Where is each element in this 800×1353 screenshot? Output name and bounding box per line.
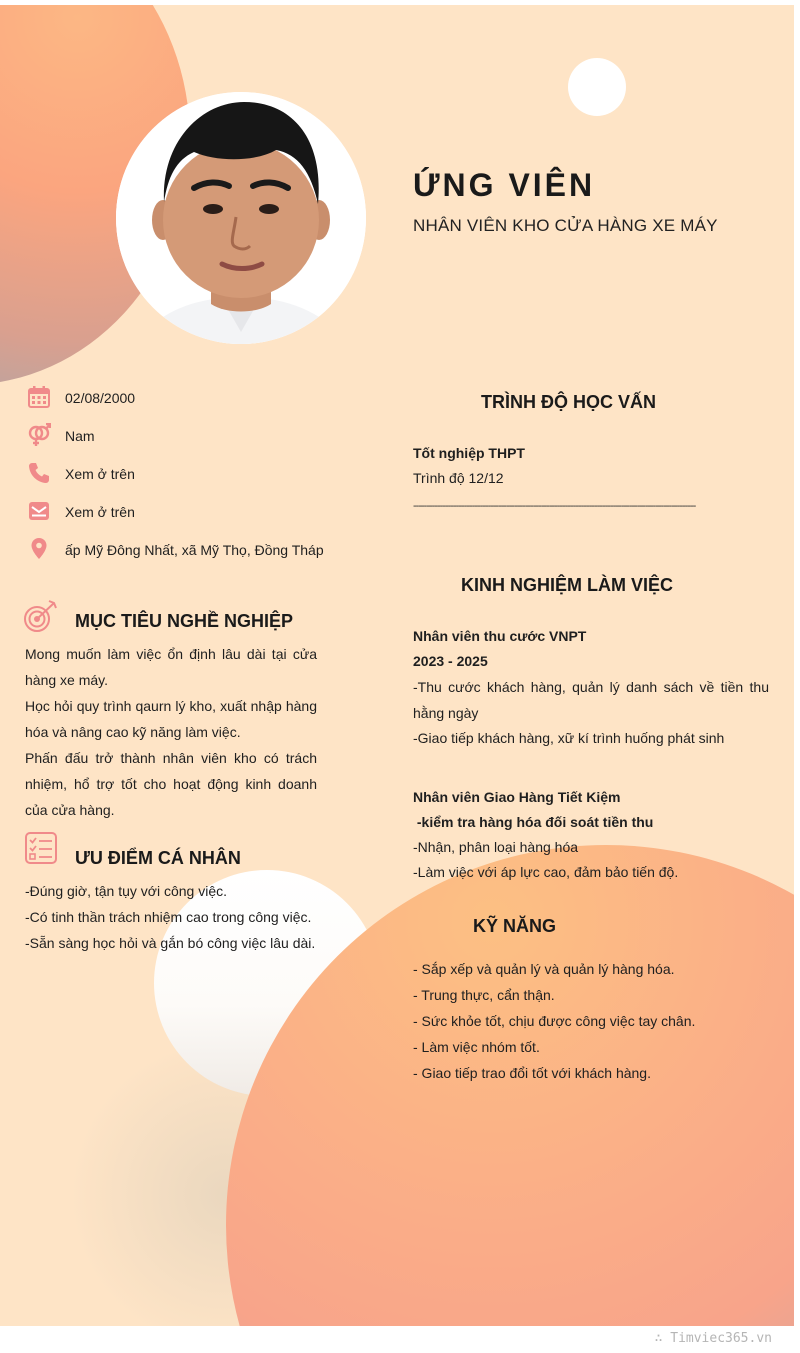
list-item: - Sắp xếp và quản lý và quản lý hàng hóa.: [413, 961, 675, 977]
job-position: Nhân viên thu cước VNPT: [413, 628, 587, 644]
list-item: - Làm việc nhóm tốt.: [413, 1039, 540, 1055]
education-school: Tốt nghiệp THPT: [413, 445, 525, 461]
contact-phone-text: Xem ở trên: [65, 466, 135, 482]
section-separator: ----------------------------------------------------------------------------------------------------------: [413, 500, 696, 512]
email-icon: [27, 499, 51, 523]
experience-job: [413, 785, 769, 885]
avatar: [116, 92, 366, 344]
contact-list: [25, 383, 325, 573]
contact-phone: [25, 459, 325, 497]
list-item: - Giao tiếp trao đổi tốt với khách hàng.: [413, 1065, 651, 1081]
calendar-icon: [27, 385, 51, 409]
job-duty: -Làm việc với áp lực cao, đảm bảo tiến độ.: [413, 864, 679, 880]
gender-icon: [27, 423, 51, 447]
contact-birthdate: [25, 383, 325, 421]
experience-job: [413, 624, 769, 751]
candidate-photo: [116, 92, 366, 344]
education-block: [413, 441, 769, 491]
objective-title: MỤC TIÊU NGHỀ NGHIỆP: [75, 611, 294, 631]
contact-gender: [25, 421, 325, 459]
target-icon: [23, 599, 59, 633]
job-period: 2023 - 2025: [413, 653, 488, 669]
job-subtitle: -kiểm tra hàng hóa đối soát tiền thu: [413, 814, 654, 830]
strengths-title: ƯU ĐIỂM CÁ NHÂN: [75, 848, 241, 868]
cv-page: [0, 5, 794, 1326]
skills-list: [413, 956, 695, 1086]
job-duty: -Giao tiếp khách hàng, xữ kí trình huống phát sinh: [413, 730, 725, 746]
job-position: Nhân viên Giao Hàng Tiết Kiệm: [413, 789, 621, 805]
location-pin-icon: [27, 537, 51, 561]
list-item: -Có tinh thần trách nhiệm cao trong công việc.: [25, 909, 312, 925]
contact-email-text: Xem ở trên: [65, 504, 135, 520]
contact-gender-text: Nam: [65, 428, 95, 444]
education-title: TRÌNH ĐỘ HỌC VẤN: [481, 392, 656, 412]
watermark: ∴ Timviec365.vn: [654, 1331, 772, 1346]
list-item: - Trung thực, cẩn thận.: [413, 987, 555, 1003]
decor-dot: [568, 58, 626, 116]
objective-paragraph: Học hỏi quy trình qaurn lý kho, xuất nhập hàng hóa và nâng cao kỹ năng làm việc.: [25, 698, 317, 740]
contact-address: [25, 535, 325, 573]
contact-email: [25, 497, 325, 535]
education-level: Trình độ 12/12: [413, 470, 504, 486]
strengths-list: [25, 878, 315, 956]
job-title: NHÂN VIÊN KHO CỬA HÀNG XE MÁY: [413, 216, 718, 235]
list-item: - Sức khỏe tốt, chịu được công việc tay chân.: [413, 1013, 696, 1029]
candidate-name: ỨNG VIÊN: [413, 167, 596, 203]
skills-title: KỸ NĂNG: [473, 916, 557, 936]
objective-text: [25, 641, 317, 823]
experience-title: KINH NGHIỆM LÀM VIỆC: [461, 575, 674, 595]
job-duty: -Thu cước khách hàng, quản lý danh sách về tiền thu hằng ngày: [413, 679, 769, 721]
phone-icon: [27, 461, 51, 485]
job-duty: -Nhận, phân loại hàng hóa: [413, 839, 579, 855]
checklist-icon: [24, 831, 58, 865]
list-item: -Đúng giờ, tận tụy với công việc.: [25, 883, 228, 899]
contact-address-text: ấp Mỹ Đông Nhất, xã Mỹ Thọ, Đồng Tháp: [65, 542, 324, 558]
objective-paragraph: Mong muốn làm việc ổn định lâu dài tại cửa hàng xe máy.: [25, 646, 317, 688]
contact-birthdate-text: 02/08/2000: [65, 390, 136, 406]
list-item: -Sẵn sàng học hỏi và gắn bó công việc lâu dài.: [25, 935, 316, 951]
objective-paragraph: Phấn đấu trở thành nhân viên kho có trách nhiệm, hổ trợ tốt cho hoạt động kinh doanh của cửa hàng.: [25, 750, 317, 818]
